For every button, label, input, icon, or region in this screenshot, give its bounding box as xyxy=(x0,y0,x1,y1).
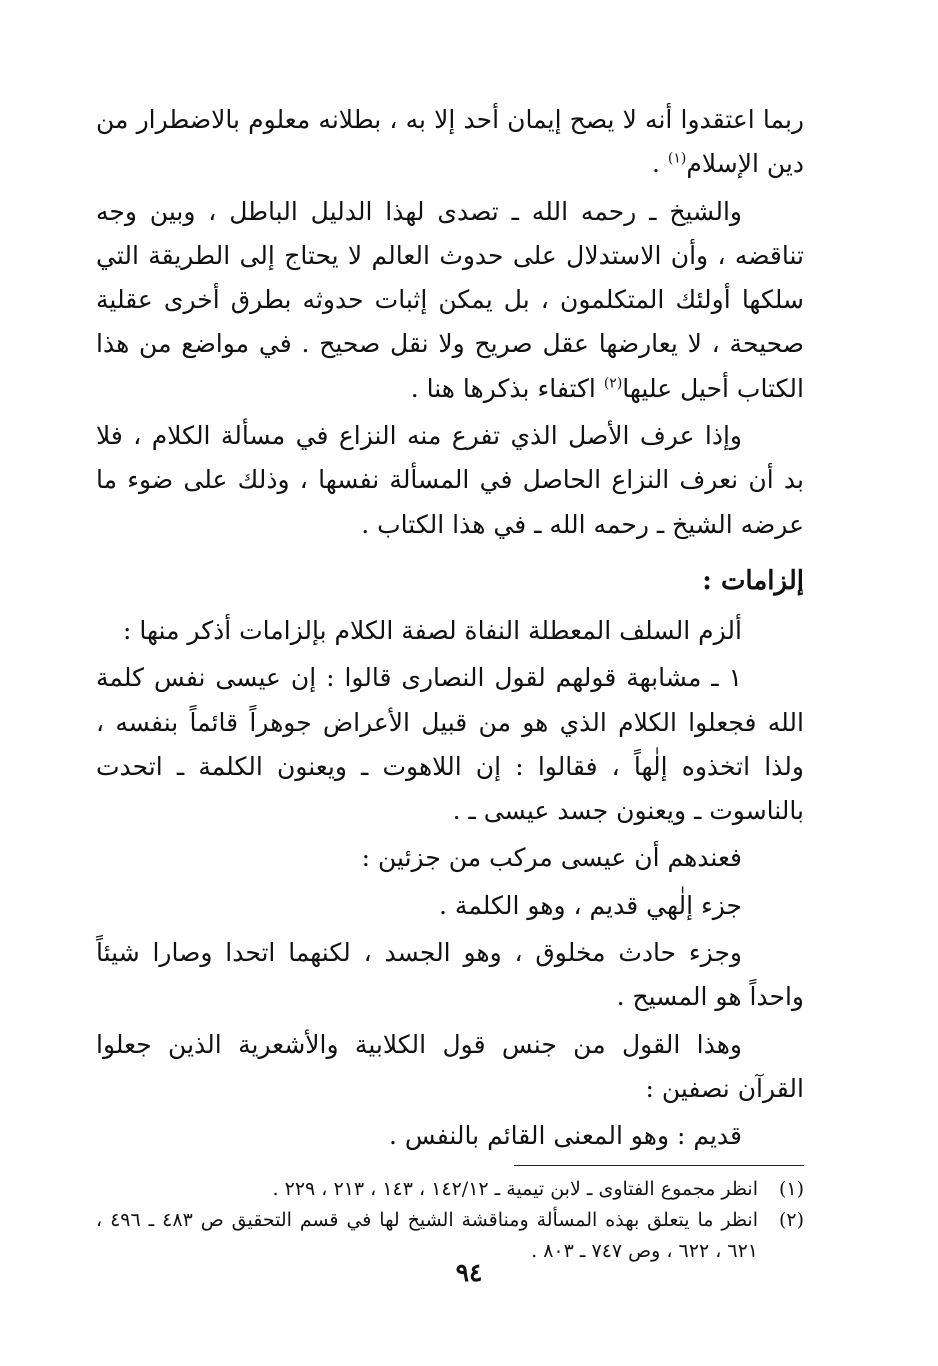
footnote-1-text: انظر مجموع الفتاوى ـ لابن تيمية ـ ١٤٢/١٢ ، ١٤٣ ، ٢١٣ ، ٢٢٩ . xyxy=(272,1177,758,1200)
footnote-2-number: (٢) xyxy=(778,1208,804,1231)
footnote-divider xyxy=(514,1165,804,1166)
paragraph-7: جزء إلٰهي قديم ، وهو الكلمة . xyxy=(439,890,742,920)
footnote-ref-2[interactable]: (٢) xyxy=(603,375,623,392)
paragraph-10: قديم : وهو المعنى القائم بالنفس . xyxy=(388,1121,742,1151)
section-heading: إلزامات : xyxy=(702,565,804,596)
footnote-2-text: انظر ما يتعلق بهذه المسألة ومناقشة الشيخ لها في قسم التحقيق ص ٤٨٣ ـ ٤٩٦ ، ٦٢١ ، ٦٢٢ ، وص ٧٤٧ ـ ٨٠٣ . xyxy=(96,1208,758,1262)
paragraph-4: ألزم السلف المعطلة النفاة لصفة الكلام بإلزامات أذكر منها : xyxy=(123,615,742,645)
paragraph-9: وهذا القول من جنس قول الكلابية والأشعرية الذين جعلوا القرآن نصفين : xyxy=(96,1029,804,1103)
paragraph-1 xyxy=(96,98,804,187)
paragraph-2 xyxy=(96,190,804,411)
page-body xyxy=(96,98,804,1267)
paragraph-1-text: ربما اعتقدوا أنه لا يصح إيمان أحد إلا به ، بطلانه معلوم بالاضطرار من دين الإسلام xyxy=(96,105,804,179)
page-number: ٩٤ xyxy=(455,1258,483,1287)
paragraph-1-end: . xyxy=(652,149,668,179)
paragraph-8: وجزء حادث مخلوق ، وهو الجسد ، لكنهما اتحدا وصارا شيئاً واحداً هو المسيح . xyxy=(96,938,804,1012)
footnote-ref-1[interactable]: (١) xyxy=(667,150,687,167)
footnote-1 xyxy=(96,1174,804,1205)
footnote-1-number: (١) xyxy=(778,1177,804,1200)
paragraph-2-end: اكتفاء بذكرها هنا . xyxy=(410,373,604,403)
paragraph-3: وإذا عرف الأصل الذي تفرع منه النزاع في مسألة الكلام ، فلا بد أن نعرف النزاع الحاصل في المسألة نفسها ، وذلك على ضوء ما عرضه الشيخ ـ رحمه الله ـ في هذا الكتاب . xyxy=(96,421,804,539)
paragraph-6: فعندهم أن عيسى مركب من جزئين : xyxy=(361,843,742,873)
paragraph-2-text: والشيخ ـ رحمه الله ـ تصدى لهذا الدليل الباطل ، وبين وجه تناقضه ، وأن الاستدلال على حدوث العالم لا يحتاج إلى الطريقة التي سلكها أولئك المتكلمون ، بل يمكن إثبات حدوثه بطرق أخرى عقلية صحيحة ، لا يعارضها عقل صريح ولا نقل صحيح . في مواضع من هذا الكتاب أحيل عليها xyxy=(96,196,804,403)
paragraph-5: ١ ـ مشابهة قولهم لقول النصارى قالوا : إن عيسى نفس كلمة الله فجعلوا الكلام الذي هو من قبيل الأعراض جوهراً قائماً بنفسه ، ولذا اتخذوه إلٰهاً ، فقالوا : إن اللاهوت ـ ويعنون الكلمة ـ اتحدت بالناسوت ـ ويعنون جسد عيسى ـ . xyxy=(96,663,804,826)
